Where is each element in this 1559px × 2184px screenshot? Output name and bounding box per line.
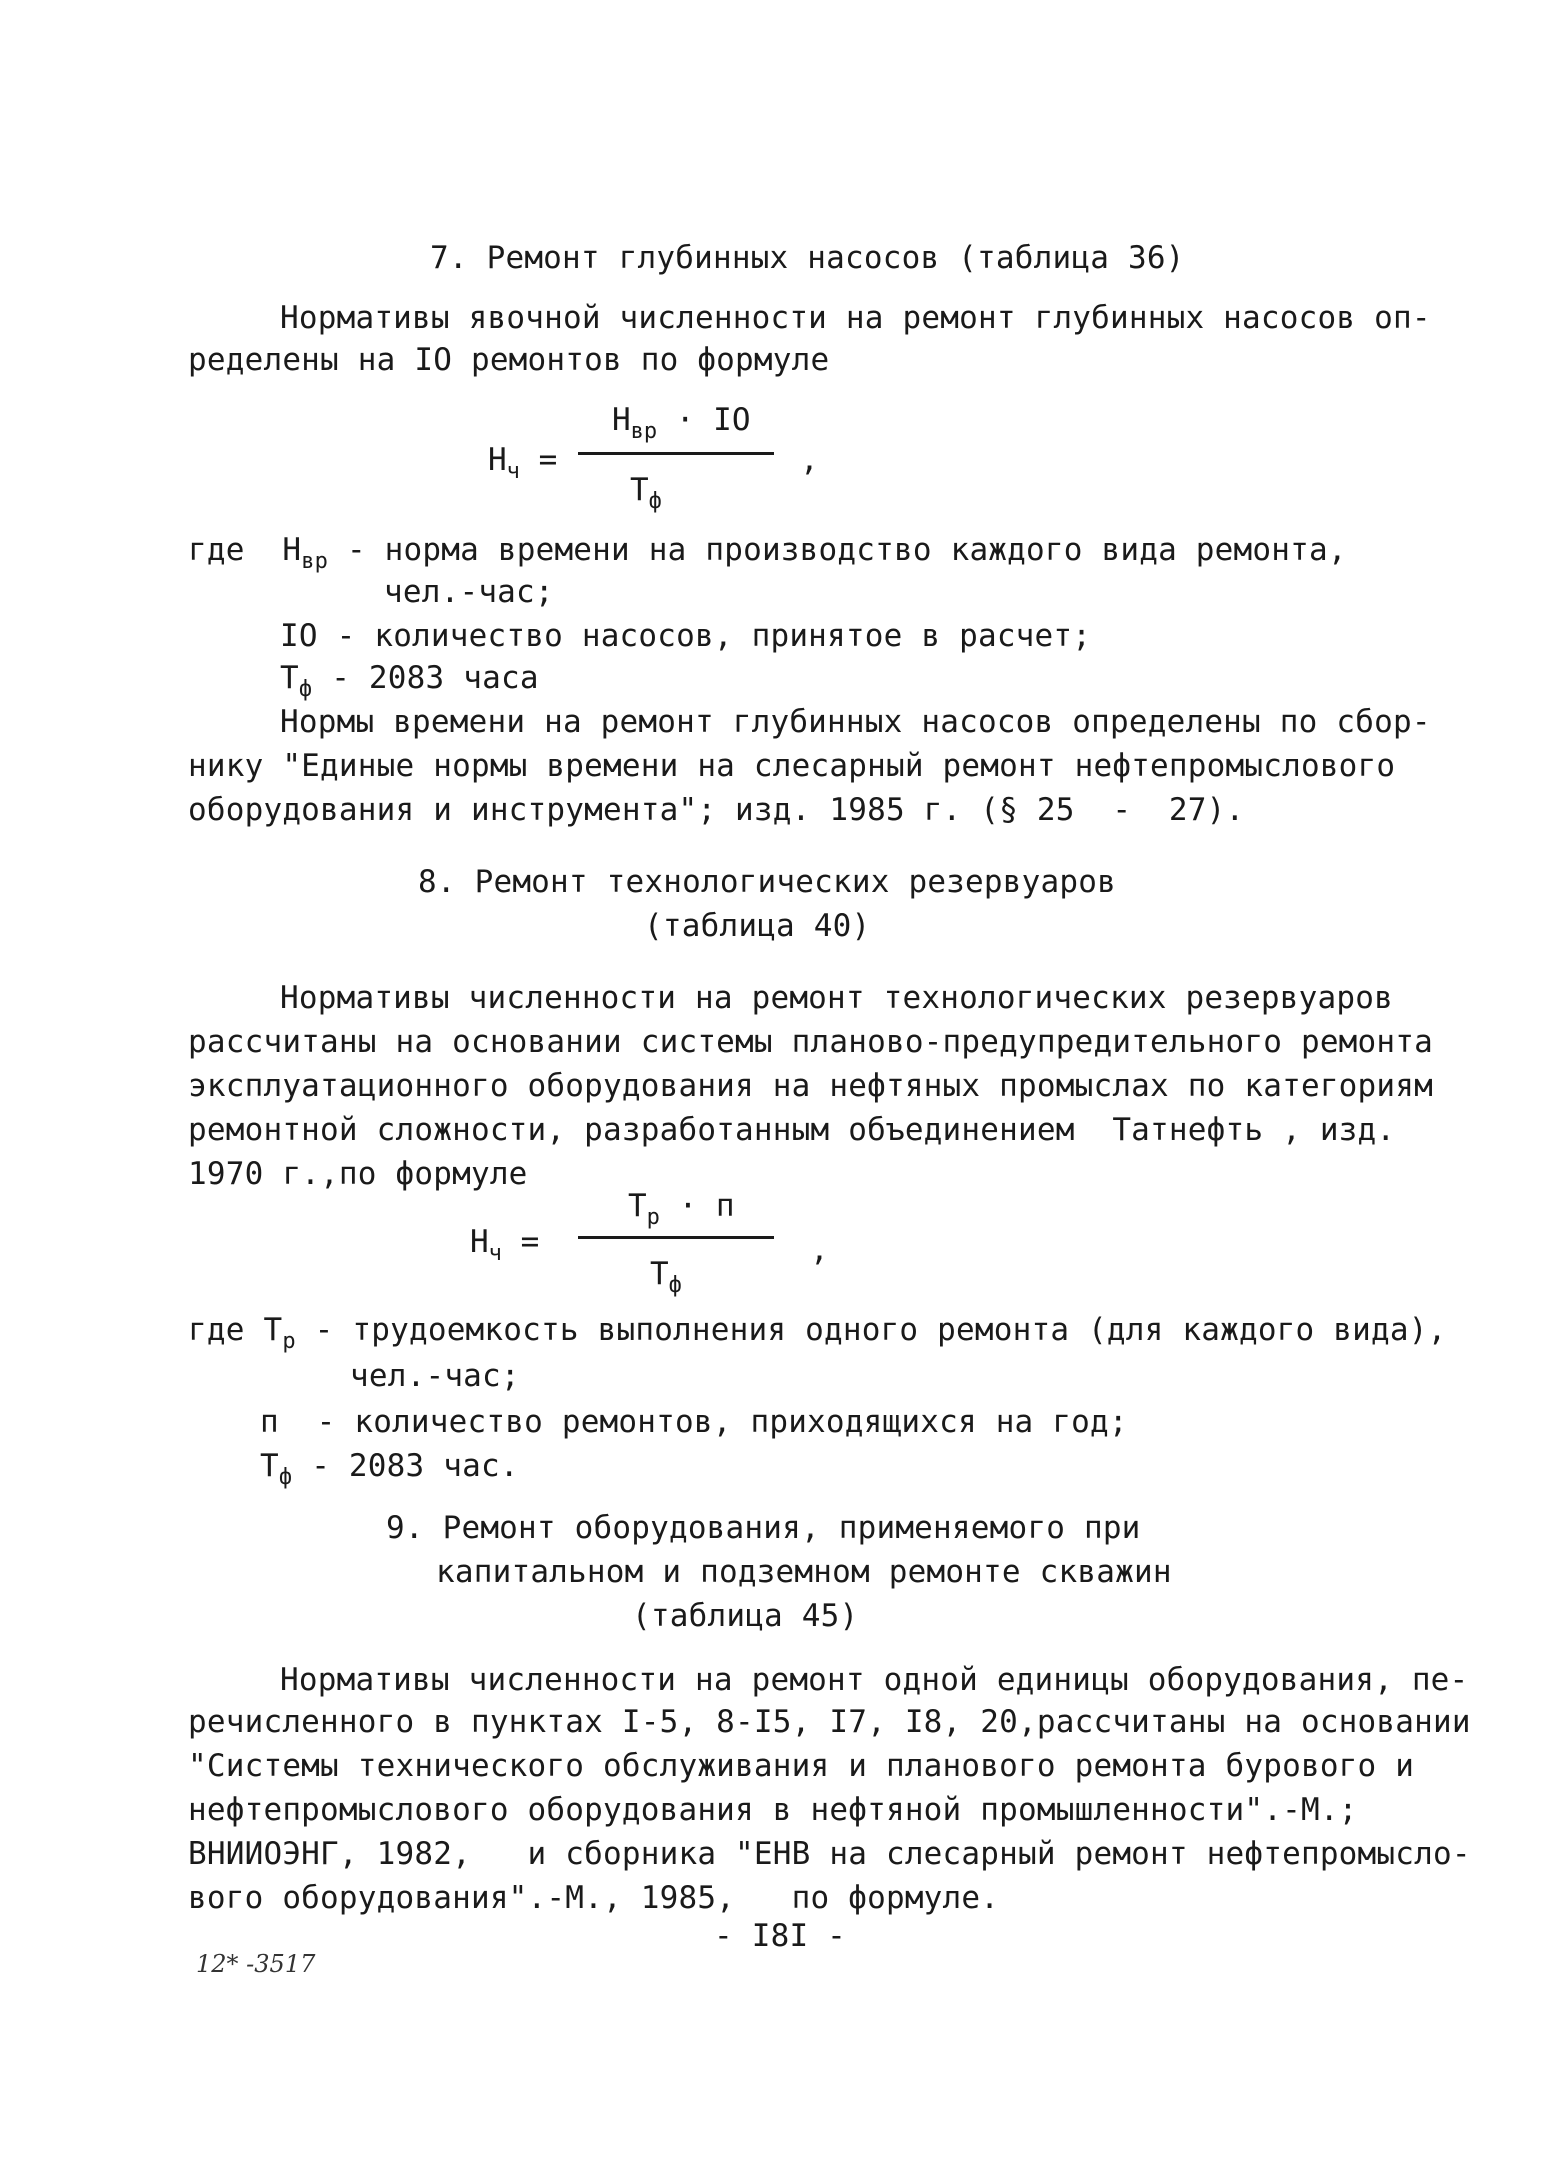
where-1-line-1: где $Н_{вр}$ - норма времени на производство каждого вида ремонта, bbox=[188, 532, 1347, 574]
section-8-heading-line-2: (таблица 40) bbox=[644, 908, 871, 944]
section-9-paragraph-line-3: "Системы технического обслуживания и планового ремонта бурового и bbox=[188, 1748, 1415, 1784]
where-2-line-1: где $Т_р$ - трудоемкость выполнения одного ремонта (для каждого вида), bbox=[188, 1312, 1447, 1354]
section-8-paragraph-line-1: Нормативы численности на ремонт технологических резервуаров bbox=[280, 980, 1393, 1016]
section-9-heading-line-1: 9. Ремонт оборудования, применяемого при bbox=[386, 1510, 1141, 1546]
where-2-line-4: $Т_ф - 2083$ час. bbox=[260, 1448, 519, 1490]
section-7-heading: 7. Ремонт глубинных насосов (таблица 36) bbox=[430, 240, 1185, 276]
where-2-line-3: п - количество ремонтов, приходящихся на год; bbox=[260, 1404, 1128, 1440]
footer-handwritten-note: 12* -3517 bbox=[196, 1950, 316, 1978]
section-7-paragraph-line-2: ределены на IO ремонтов по формуле bbox=[188, 342, 830, 378]
section-8-paragraph-line-2: рассчитаны на основании системы планово-предупредительного ремонта bbox=[188, 1024, 1433, 1060]
formula-1-fraction-bar bbox=[578, 452, 774, 455]
section-8-paragraph-line-3: эксплуатационного оборудования на нефтяных промыслах по категориям bbox=[188, 1068, 1433, 1104]
formula-2-comma: , bbox=[810, 1232, 829, 1268]
section-8-paragraph-line-5: 1970 г.,по формуле bbox=[188, 1156, 528, 1192]
section-7-norms-line-1: Нормы времени на ремонт глубинных насосов определены по сбор- bbox=[280, 704, 1431, 740]
section-7-norms-line-2: нику "Единые нормы времени на слесарный ремонт нефтепромыслового bbox=[188, 748, 1396, 784]
section-9-paragraph-line-2: речисленного в пунктах I-5, 8-I5, I7, I8, 20,рассчитаны на основании bbox=[188, 1704, 1471, 1740]
where-1-line-3: IO - количество насосов, принятое в расчет; bbox=[280, 618, 1092, 654]
formula-1-lhs: $Н_ч$ = bbox=[488, 442, 558, 484]
section-9-paragraph-line-5: ВНИИОЭНГ, 1982, и сборника "ЕНВ на слесарный ремонт нефтепромысло- bbox=[188, 1836, 1471, 1872]
page-number: - I8I - bbox=[714, 1918, 847, 1954]
where-1-line-2: чел.-час; bbox=[384, 574, 554, 610]
section-9-paragraph-line-1: Нормативы численности на ремонт одной единицы оборудования, пе- bbox=[280, 1662, 1469, 1698]
formula-1-comma: , bbox=[800, 442, 819, 478]
where-2-line-2: чел.-час; bbox=[350, 1358, 520, 1394]
section-9-paragraph-line-6: вого оборудования".-М., 1985, по формуле. bbox=[188, 1880, 1000, 1916]
section-8-paragraph-line-4: ремонтной сложности, разработанным объединением Татнефть , изд. bbox=[188, 1112, 1396, 1148]
formula-2-numerator: $Т_р \cdot п$ bbox=[628, 1188, 735, 1230]
formula-1-denominator: $Т_ф$ bbox=[630, 472, 662, 514]
formula-2-lhs: $Н_ч$ = bbox=[470, 1224, 540, 1266]
section-7-paragraph-line-1: Нормативы явочной численности на ремонт глубинных насосов оп- bbox=[280, 300, 1431, 336]
section-7-norms-line-3: оборудования и инструмента"; изд. 1985 г. (§ 25 - 27). bbox=[188, 792, 1245, 828]
section-9-heading-line-2: капитальном и подземном ремонте скважин bbox=[436, 1554, 1172, 1590]
formula-1-numerator: $Н_{вр}$ · IO bbox=[612, 402, 751, 444]
formula-2-denominator: $Т_ф$ bbox=[650, 1256, 682, 1298]
section-8-heading-line-1: 8. Ремонт технологических резервуаров bbox=[418, 864, 1116, 900]
where-1-line-4: $Т_ф - 2083$ часа bbox=[280, 660, 539, 702]
section-9-heading-line-3: (таблица 45) bbox=[632, 1598, 859, 1634]
formula-2-fraction-bar bbox=[578, 1236, 774, 1239]
section-9-paragraph-line-4: нефтепромыслового оборудования в нефтяной промышленности".-М.; bbox=[188, 1792, 1358, 1828]
